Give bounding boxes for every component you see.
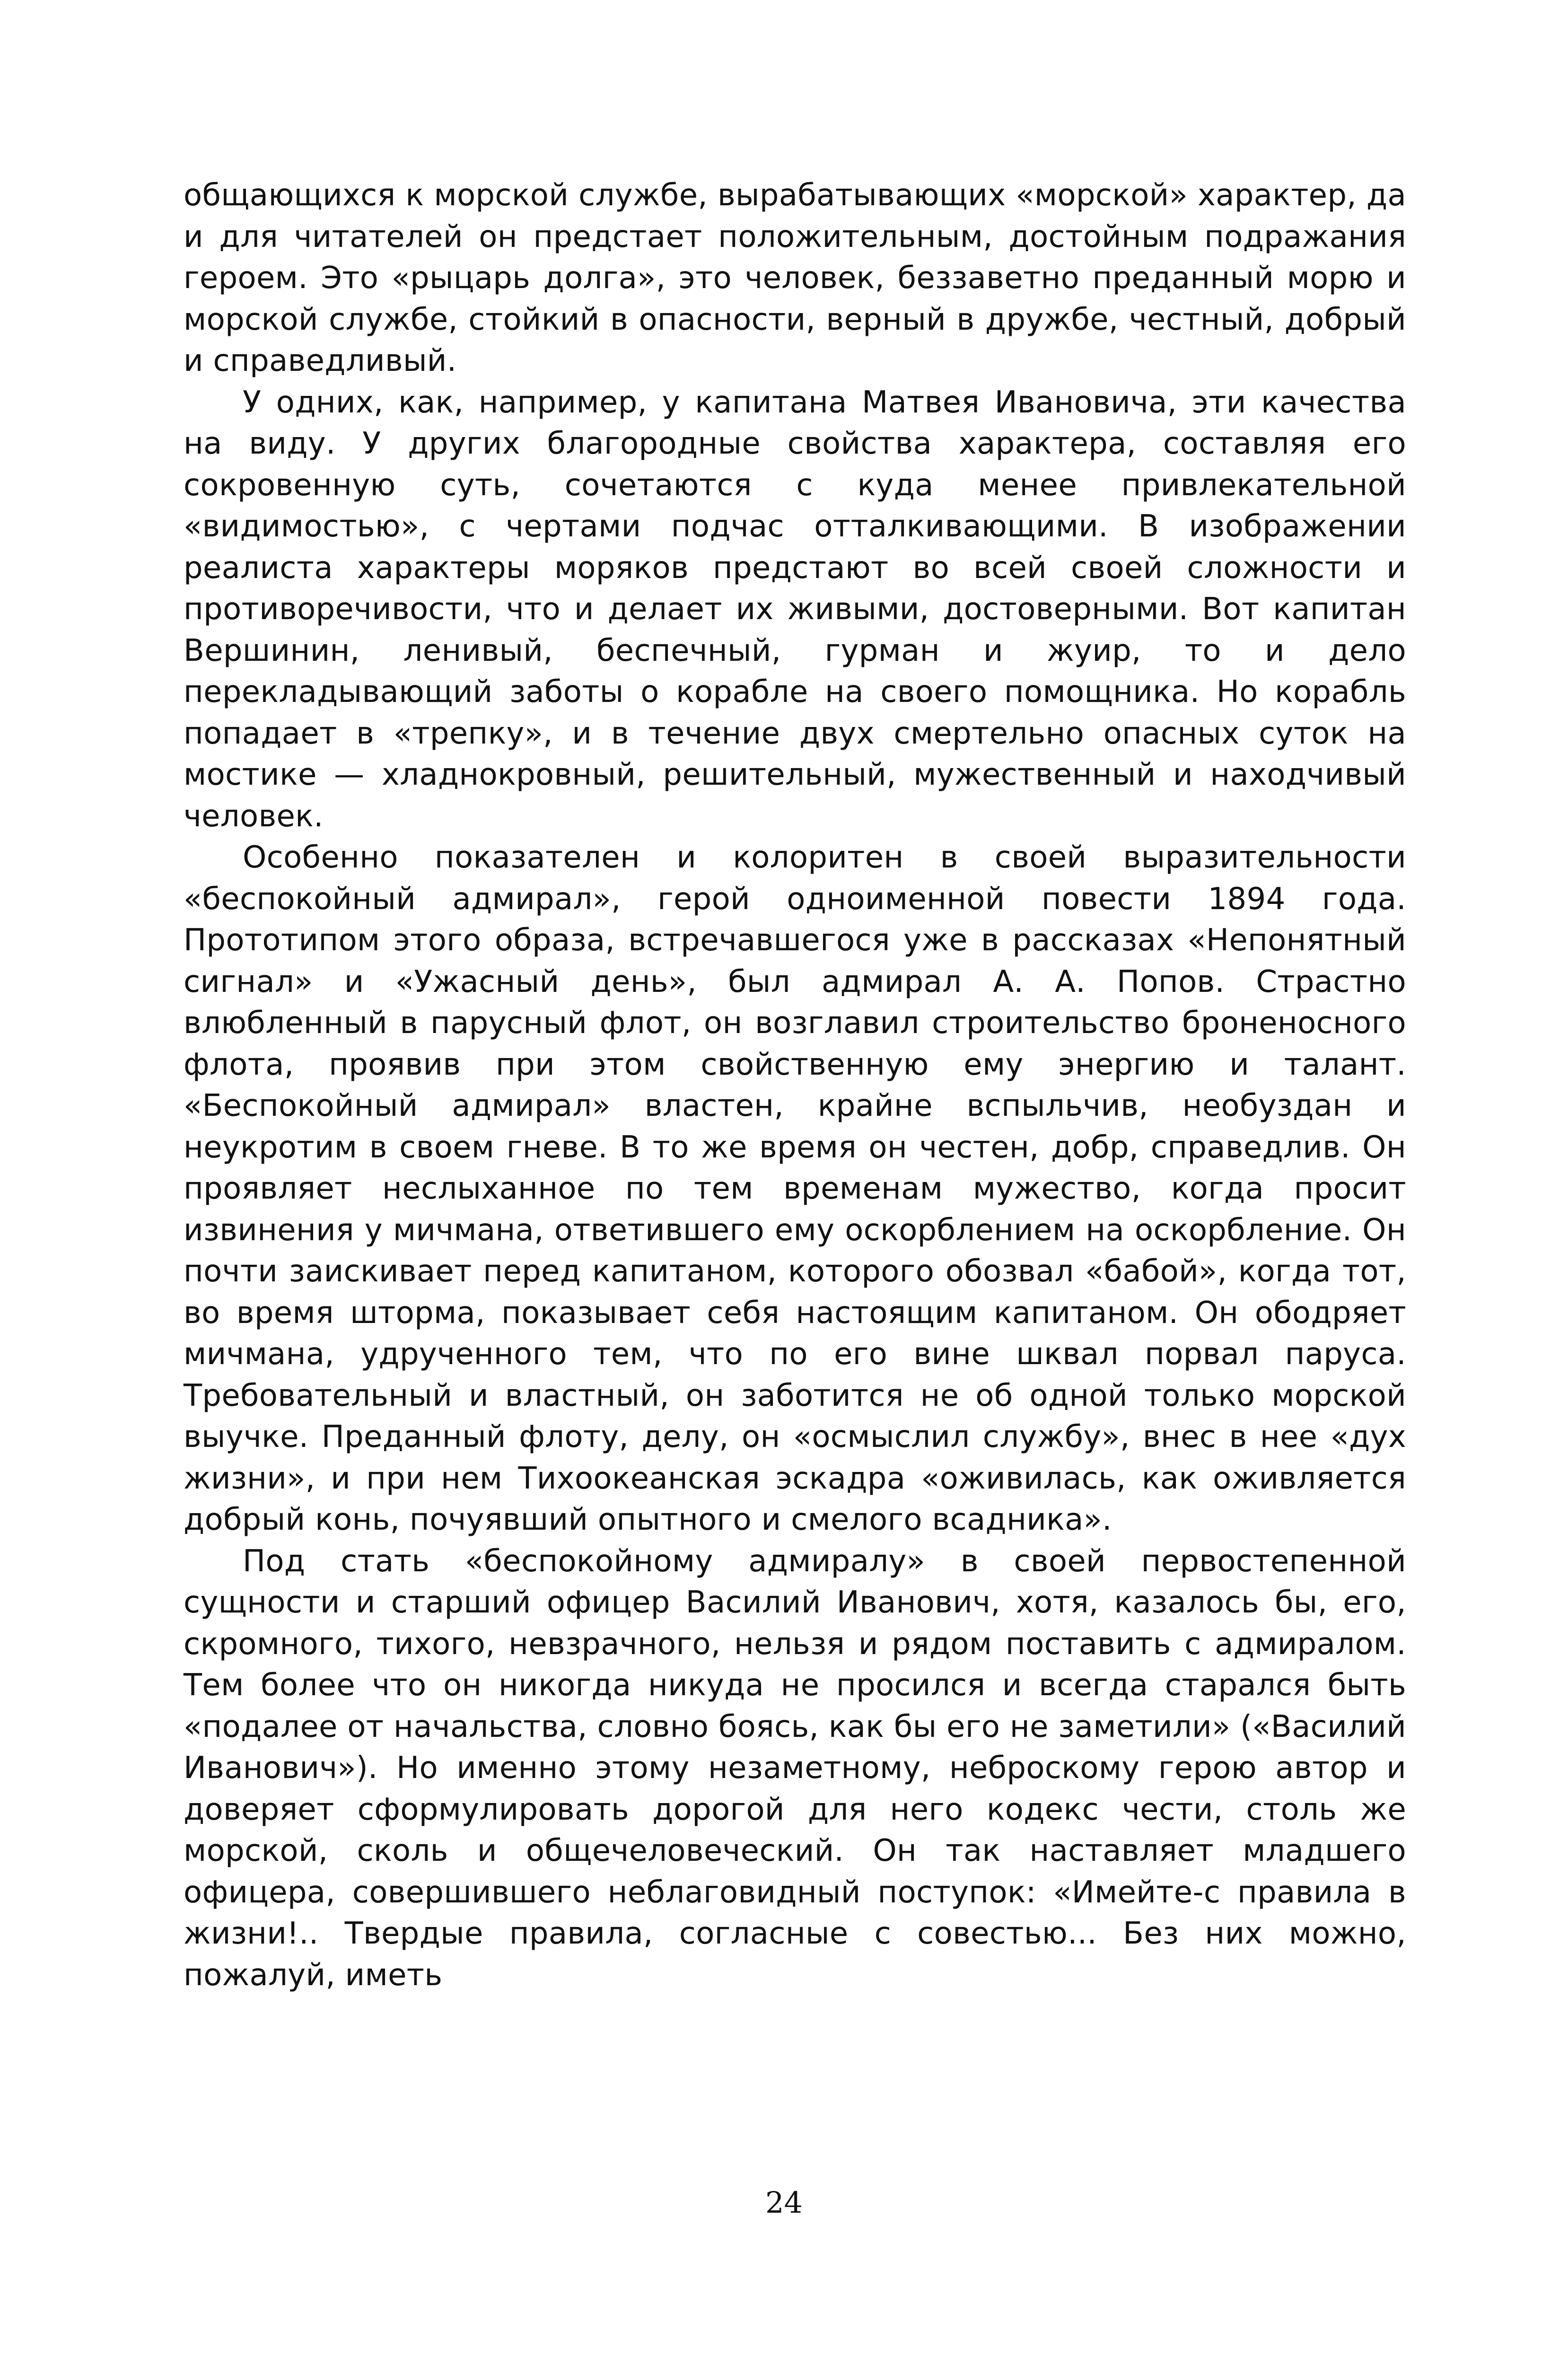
paragraph-2: У одних, как, например, у капитана Матвея Ивановича, эти качества на виду. У других благородные свойства характера, составляя его сокровенную суть, сочетаются с куда менее привлекательной «видимостью», с чертами подчас отталкивающими. В изображении реалиста характеры моряков предстают во всей своей сложности и противоречивости, что и делает их живыми, достоверными. Вот капитан Вершинин, ленивый, беспечный, гурман и жуир, то и дело перекладывающий заботы о корабле на своего помощника. Но корабль попадает в «трепку», и в течение двух смертельно опасных суток на мостике — хладнокровный, решительный, мужественный и находчивый человек. — [184, 385, 1406, 834]
page-body-text — [184, 175, 1406, 1996]
paragraph-3: Особенно показателен и колоритен в своей выразительности «беспокойный адмирал», герой одноименной повести 1894 года. Прототипом этого образа, встречавшегося уже в рассказах «Непонятный сигнал» и «Ужасный день», был адмирал А. А. Попов. Страстно влюбленный в парусный флот, он возглавил строительство броненосного флота, проявив при этом свойственную ему энергию и талант. «Беспокойный адмирал» властен, крайне вспыльчив, необуздан и неукротим в своем гневе. В то же время он честен, добр, справедлив. Он проявляет неслыханное по тем временам мужество, когда просит извинения у мичмана, ответившего ему оскорблением на оскорбление. Он почти заискивает перед капитаном, которого обозвал «бабой», когда тот, во время шторма, показывает себя настоящим капитаном. Он ободряет мичмана, удрученного тем, что по его вине шквал порвал паруса. Требовательный и властный, он заботится не об одной только морской выучке. Преданный флоту, делу, он «осмыслил службу», внес в нее «дух жизни», и при нем Тихоокеанская эскадра «оживилась, как оживляется добрый конь, почуявший опытного и смелого всадника». — [184, 840, 1406, 1537]
paragraph-1: общающихся к морской службе, вырабатывающих «морской» характер, да и для читателей он предстает положительным, достойным подражания героем. Это «рыцарь долга», это человек, беззаветно преданный морю и морской службе, стойкий в опасности, верный в дружбе, честный, добрый и справедливый. — [184, 178, 1406, 378]
paragraph-4: Под стать «беспокойному адмиралу» в своей первостепенной сущности и старший офицер Василий Иванович, хотя, казалось бы, его, скромного, тихого, невзрачного, нельзя и рядом поставить с адмиралом. Тем более что он никогда никуда не просился и всегда старался быть «подалее от начальства, словно боясь, как бы его не заметили» («Василий Иванович»). Но именно этому незаметному, неброскому герою автор и доверяет сформулировать дорогой для него кодекс чести, столь же морской, сколь и общечеловеческий. Он так наставляет младшего офицера, совершившего неблаговидный поступок: «Имейте-с правила в жизни!.. Твердые правила, согласные с совестью... Без них можно, пожалуй, иметь — [184, 1543, 1406, 1993]
page-number: 24 — [765, 2185, 803, 2220]
